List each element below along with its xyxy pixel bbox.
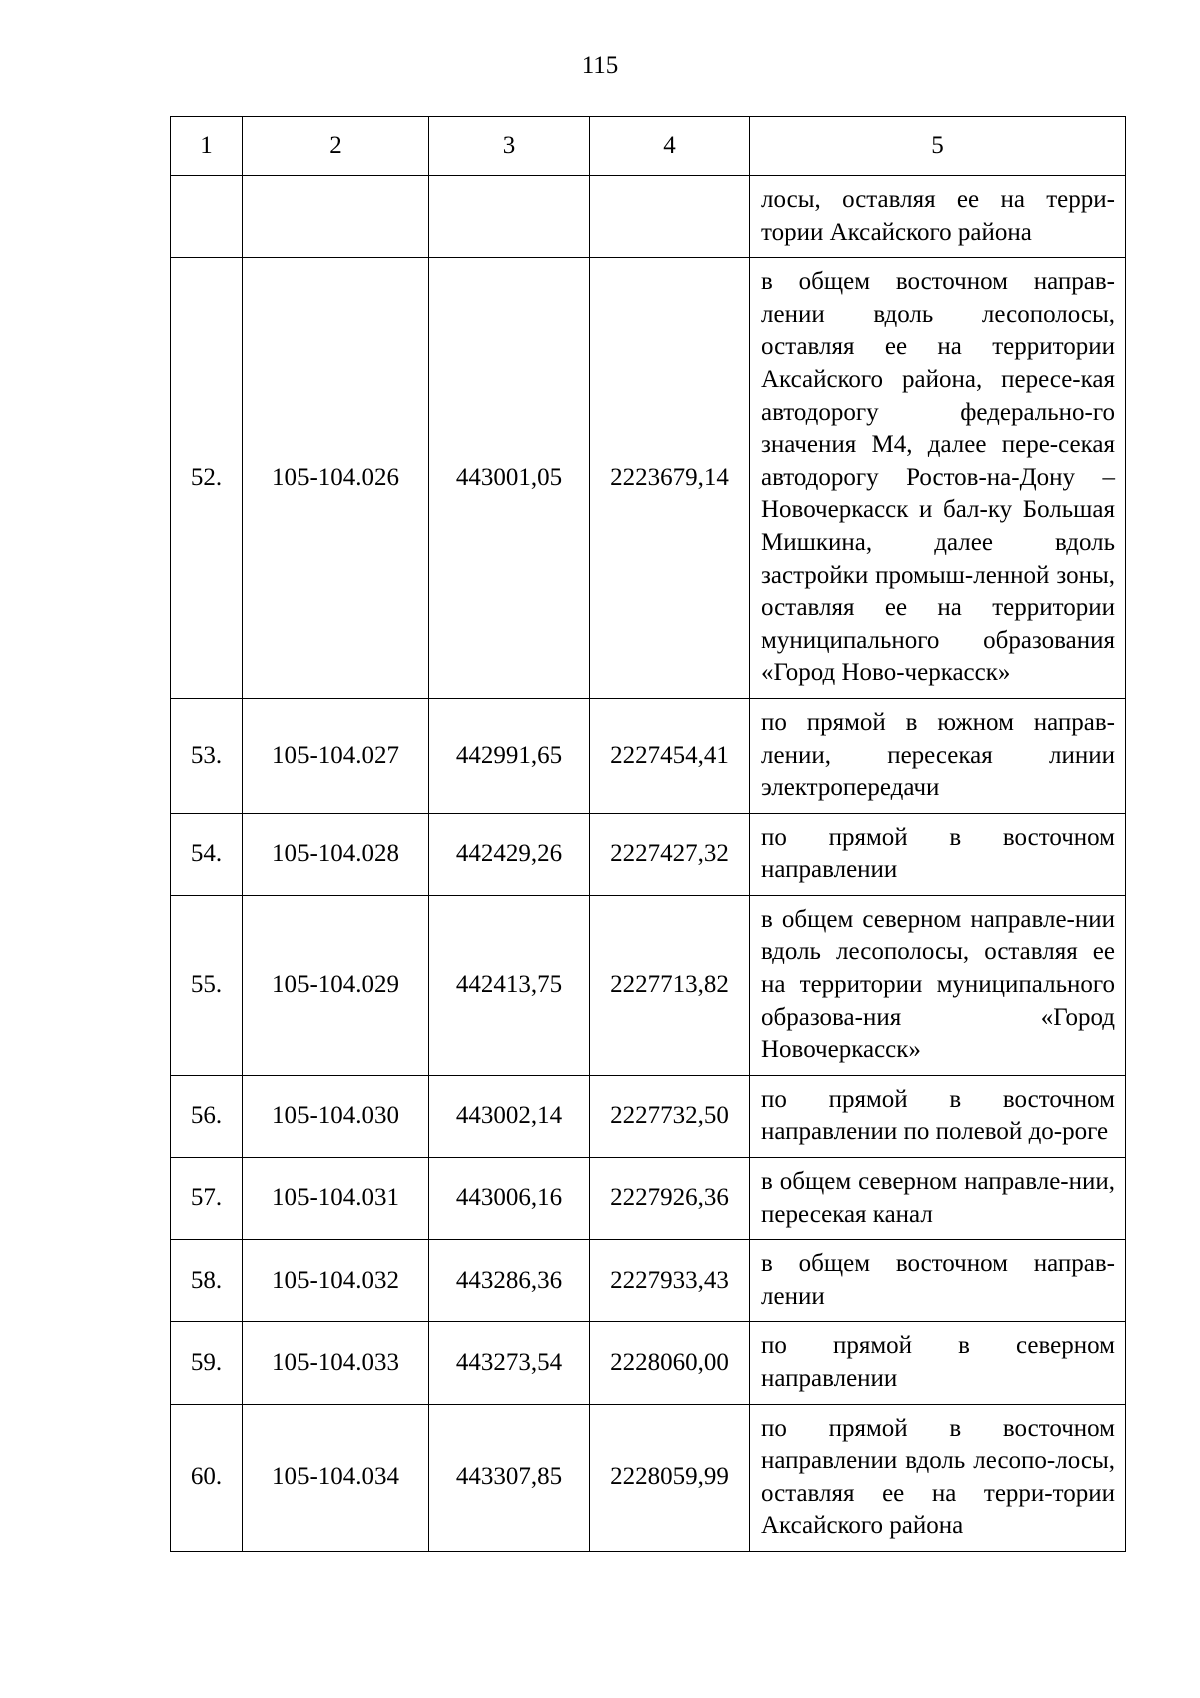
boundary-description: в общем северном направле-нии вдоль лесополосы, оставляя ее на территории муниципального образова-ния «Город Новочеркасск» [750, 895, 1126, 1075]
page-number: 115 [581, 52, 619, 79]
boundary-description: в общем восточном направ-лении [750, 1240, 1126, 1322]
point-code: 105-104.028 [243, 813, 429, 895]
table-row [171, 813, 1126, 895]
column-header: 4 [590, 117, 750, 176]
x-coordinate: 442429,26 [429, 813, 590, 895]
point-number: 58. [171, 1240, 243, 1322]
table-header-row [171, 117, 1126, 176]
x-coordinate: 443286,36 [429, 1240, 590, 1322]
boundary-description: по прямой в южном направ-лении, пересекая линии электропередачи [750, 698, 1126, 813]
point-code: 105-104.027 [243, 698, 429, 813]
point-number: 57. [171, 1158, 243, 1240]
table-row [171, 698, 1126, 813]
point-number: 59. [171, 1322, 243, 1404]
boundary-description: лосы, оставляя ее на терри-тории Аксайского района [750, 176, 1126, 258]
point-code: 105-104.029 [243, 895, 429, 1075]
point-code [243, 176, 429, 258]
point-number: 54. [171, 813, 243, 895]
table-row [171, 895, 1126, 1075]
table-row [171, 1158, 1126, 1240]
y-coordinate: 2227427,32 [590, 813, 750, 895]
boundary-description: в общем северном направле-нии, пересекая канал [750, 1158, 1126, 1240]
x-coordinate: 443273,54 [429, 1322, 590, 1404]
table-row [171, 1322, 1126, 1404]
x-coordinate: 442991,65 [429, 698, 590, 813]
boundary-description: по прямой в восточном направлении [750, 813, 1126, 895]
y-coordinate: 2227732,50 [590, 1075, 750, 1157]
point-number: 56. [171, 1075, 243, 1157]
table-row [171, 258, 1126, 699]
y-coordinate [590, 176, 750, 258]
point-number: 55. [171, 895, 243, 1075]
y-coordinate: 2227454,41 [590, 698, 750, 813]
y-coordinate: 2227933,43 [590, 1240, 750, 1322]
point-code: 105-104.031 [243, 1158, 429, 1240]
column-header: 3 [429, 117, 590, 176]
point-code: 105-104.034 [243, 1404, 429, 1551]
y-coordinate: 2228060,00 [590, 1322, 750, 1404]
boundary-description: по прямой в восточном направлении по полевой до-роге [750, 1075, 1126, 1157]
boundary-description: в общем восточном направ-лении вдоль лесополосы, оставляя ее на территории Аксайского района, пересе-кая автодорогу федерально-го значения М4, далее пере-секая автодорогу Ростов-на-Дону – Новочеркасск и бал-ку Большая Мишкина, далее вдоль застройки промыш-ленной зоны, оставляя ее на территории муниципального образования «Город Ново-черкасск» [750, 258, 1126, 699]
point-number [171, 176, 243, 258]
point-number: 60. [171, 1404, 243, 1551]
boundary-points-table [170, 116, 1126, 1552]
table-row [171, 176, 1126, 258]
point-code: 105-104.026 [243, 258, 429, 699]
point-code: 105-104.032 [243, 1240, 429, 1322]
x-coordinate: 442413,75 [429, 895, 590, 1075]
point-number: 53. [171, 698, 243, 813]
x-coordinate: 443001,05 [429, 258, 590, 699]
y-coordinate: 2227713,82 [590, 895, 750, 1075]
point-number: 52. [171, 258, 243, 699]
boundary-description: по прямой в северном направлении [750, 1322, 1126, 1404]
y-coordinate: 2227926,36 [590, 1158, 750, 1240]
x-coordinate [429, 176, 590, 258]
table-row [171, 1240, 1126, 1322]
table-row [171, 1075, 1126, 1157]
point-code: 105-104.033 [243, 1322, 429, 1404]
y-coordinate: 2223679,14 [590, 258, 750, 699]
column-header: 1 [171, 117, 243, 176]
boundary-description: по прямой в восточном направлении вдоль лесопо-лосы, оставляя ее на терри-тории Аксайского района [750, 1404, 1126, 1551]
table-row [171, 1404, 1126, 1551]
y-coordinate: 2228059,99 [590, 1404, 750, 1551]
x-coordinate: 443006,16 [429, 1158, 590, 1240]
column-header: 2 [243, 117, 429, 176]
point-code: 105-104.030 [243, 1075, 429, 1157]
column-header: 5 [750, 117, 1126, 176]
x-coordinate: 443307,85 [429, 1404, 590, 1551]
x-coordinate: 443002,14 [429, 1075, 590, 1157]
